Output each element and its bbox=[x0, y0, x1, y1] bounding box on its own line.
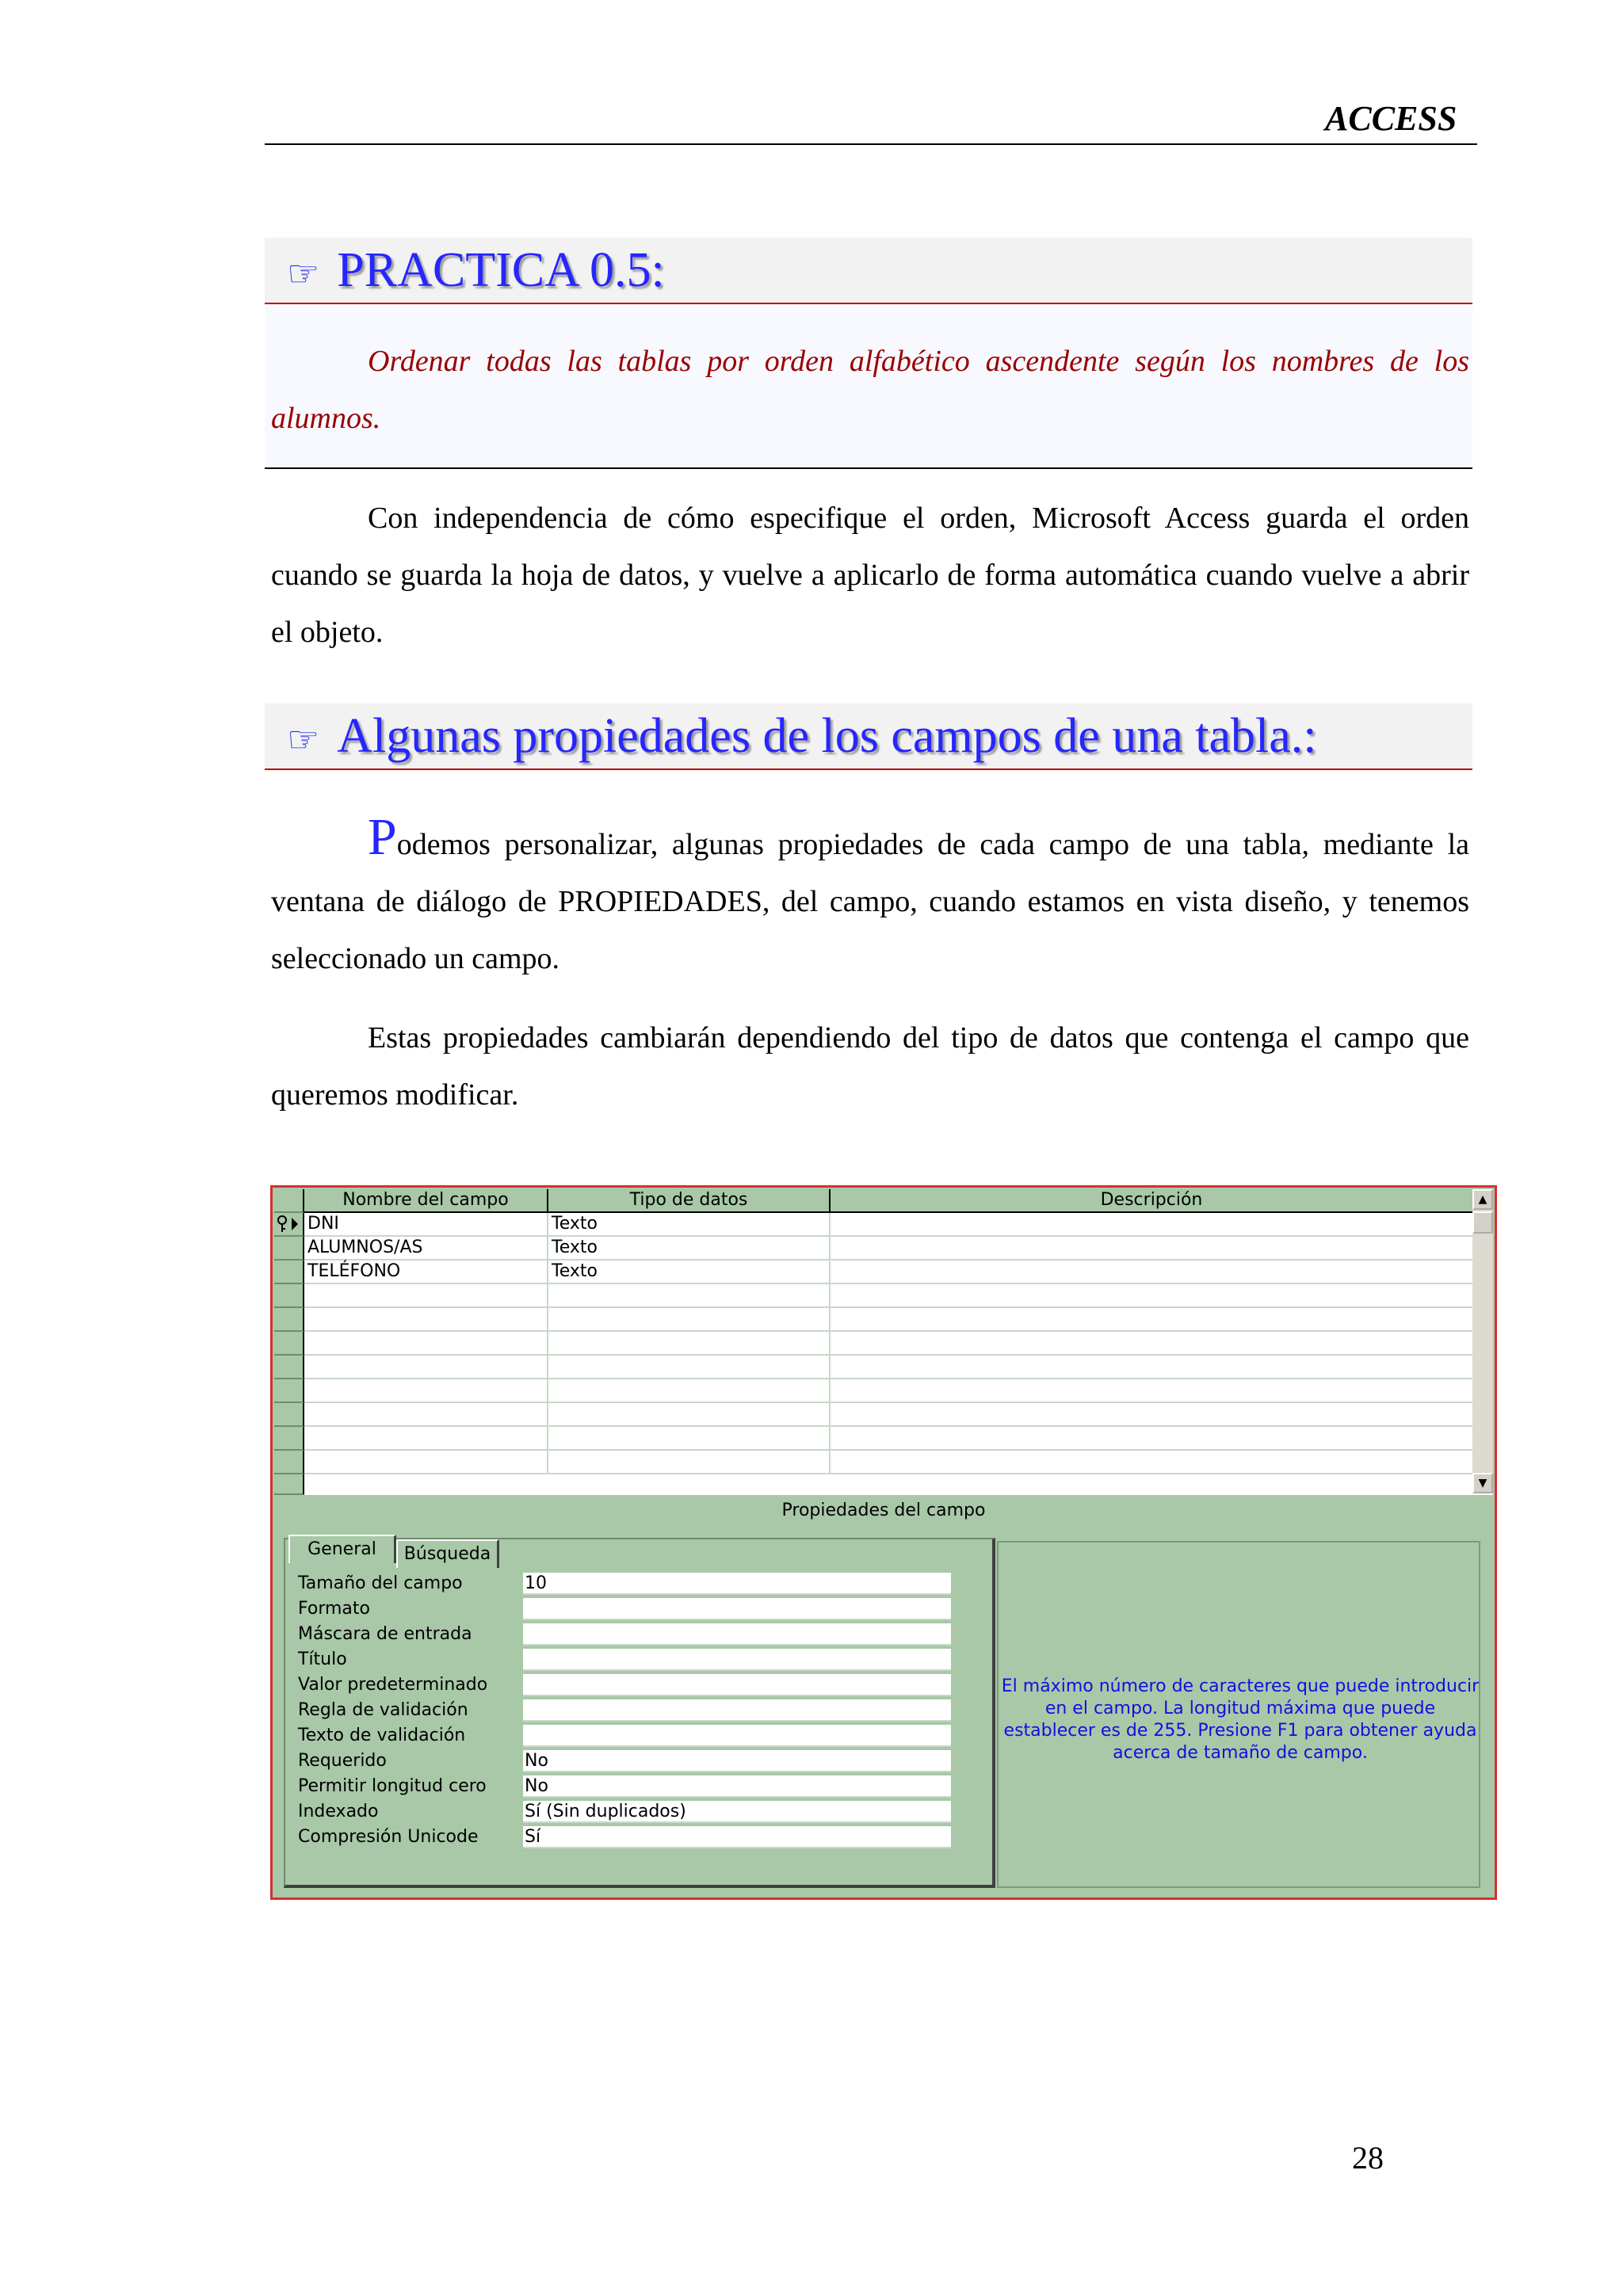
property-label: Requerido bbox=[298, 1751, 387, 1771]
row-selector[interactable] bbox=[274, 1261, 304, 1284]
property-label: Permitir longitud cero bbox=[298, 1776, 487, 1796]
row-selector[interactable] bbox=[274, 1308, 304, 1332]
data-type-cell[interactable] bbox=[548, 1356, 831, 1379]
row-selector[interactable] bbox=[274, 1237, 304, 1261]
section-heading-text: Algunas propiedades de los campos de una tabla.: bbox=[337, 709, 1317, 763]
property-label: Indexado bbox=[298, 1802, 379, 1821]
field-name-cell[interactable]: TELÉFONO bbox=[304, 1261, 548, 1284]
description-cell[interactable] bbox=[831, 1332, 1474, 1356]
header-rule bbox=[265, 143, 1477, 145]
property-value-default[interactable] bbox=[523, 1674, 951, 1696]
row-selector[interactable] bbox=[274, 1332, 304, 1356]
paragraph-properties-change bbox=[271, 1009, 1469, 1123]
section-heading-box-properties bbox=[265, 704, 1472, 770]
data-type-cell[interactable] bbox=[548, 1379, 831, 1403]
description-cell[interactable] bbox=[831, 1308, 1474, 1332]
row-selector[interactable] bbox=[274, 1427, 304, 1451]
property-value-unicode-compression[interactable]: Sí bbox=[523, 1826, 951, 1848]
primary-key-icon bbox=[274, 1213, 303, 1235]
column-header-data-type[interactable]: Tipo de datos bbox=[548, 1189, 831, 1213]
section-heading-text: PRACTICA 0.5: bbox=[337, 243, 665, 297]
row-selector[interactable] bbox=[274, 1284, 304, 1308]
property-value-validation-rule[interactable] bbox=[523, 1699, 951, 1722]
data-type-cell[interactable] bbox=[548, 1451, 831, 1474]
property-value-input-mask[interactable] bbox=[523, 1623, 951, 1646]
dropcap-letter: P bbox=[368, 808, 397, 866]
field-name-cell[interactable] bbox=[304, 1379, 548, 1403]
description-cell[interactable] bbox=[831, 1237, 1474, 1261]
property-value-allow-zero-length[interactable]: No bbox=[523, 1775, 951, 1798]
data-type-cell[interactable] bbox=[548, 1332, 831, 1356]
description-cell[interactable] bbox=[831, 1427, 1474, 1451]
field-name-cell[interactable]: ALUMNOS/AS bbox=[304, 1237, 548, 1261]
section-heading-box-practica bbox=[265, 238, 1472, 304]
description-cell[interactable] bbox=[831, 1284, 1474, 1308]
description-cell[interactable] bbox=[831, 1261, 1474, 1284]
property-value-field-size[interactable]: 10 bbox=[523, 1573, 951, 1595]
section-heading-properties bbox=[287, 704, 1316, 772]
paragraph-customize-properties bbox=[271, 808, 1469, 987]
scroll-down-icon[interactable]: ▼ bbox=[1472, 1473, 1493, 1493]
task-instruction bbox=[271, 333, 1469, 447]
paragraph-text: Con independencia de cómo especifique el orden, Microsoft Access guarda el orden cuando se guarda la hoja de datos, y vuelve a aplicarlo de forma automática cuando vuelve a abrir el objeto. bbox=[271, 502, 1469, 649]
field-name-cell[interactable] bbox=[304, 1356, 548, 1379]
grid-corner bbox=[274, 1189, 304, 1213]
property-value-required[interactable]: No bbox=[523, 1750, 951, 1772]
row-selector[interactable] bbox=[274, 1451, 304, 1474]
paragraph-order-saving bbox=[271, 490, 1469, 661]
field-design-grid bbox=[274, 1189, 1493, 1495]
field-name-cell[interactable] bbox=[304, 1427, 548, 1451]
task-text: Ordenar todas las tablas por orden alfabético ascendente según los nombres de los alumnos. bbox=[271, 345, 1469, 435]
pointing-hand-icon: ☞ bbox=[287, 252, 320, 295]
data-type-cell[interactable] bbox=[548, 1403, 831, 1427]
data-type-cell[interactable] bbox=[548, 1284, 831, 1308]
property-label: Máscara de entrada bbox=[298, 1624, 472, 1644]
column-header-description[interactable]: Descripción bbox=[831, 1189, 1474, 1213]
property-value-validation-text[interactable] bbox=[523, 1725, 951, 1747]
data-type-cell[interactable]: Texto bbox=[548, 1213, 831, 1237]
row-selector[interactable] bbox=[274, 1403, 304, 1427]
data-type-cell[interactable]: Texto bbox=[548, 1261, 831, 1284]
property-label: Formato bbox=[298, 1599, 370, 1619]
description-cell[interactable] bbox=[831, 1379, 1474, 1403]
field-name-cell[interactable] bbox=[304, 1308, 548, 1332]
data-type-cell[interactable] bbox=[548, 1427, 831, 1451]
data-type-cell[interactable]: Texto bbox=[548, 1237, 831, 1261]
property-value-indexed[interactable]: Sí (Sin duplicados) bbox=[523, 1801, 951, 1823]
property-label: Compresión Unicode bbox=[298, 1827, 479, 1847]
field-name-cell[interactable] bbox=[304, 1284, 548, 1308]
row-selector[interactable] bbox=[274, 1213, 304, 1237]
paragraph-text: Estas propiedades cambiarán dependiendo del tipo de datos que contenga el campo que queremos modificar. bbox=[271, 1021, 1469, 1112]
property-label: Regla de validación bbox=[298, 1700, 468, 1720]
running-header-title: ACCESS bbox=[1325, 99, 1457, 138]
description-cell[interactable] bbox=[831, 1451, 1474, 1474]
data-type-cell[interactable] bbox=[548, 1308, 831, 1332]
field-properties-title: Propiedades del campo bbox=[781, 1501, 986, 1520]
grid-vertical-scrollbar[interactable] bbox=[1472, 1189, 1493, 1493]
property-label: Tamaño del campo bbox=[298, 1573, 463, 1593]
scroll-up-icon[interactable]: ▲ bbox=[1472, 1189, 1493, 1210]
description-cell[interactable] bbox=[831, 1403, 1474, 1427]
page-number: 28 bbox=[1352, 2140, 1384, 2176]
row-selector[interactable] bbox=[274, 1379, 304, 1403]
description-cell[interactable] bbox=[831, 1356, 1474, 1379]
tab-general[interactable]: General bbox=[288, 1535, 396, 1563]
paragraph-text: odemos personalizar, algunas propiedades de cada campo de una tabla, mediante la ventana de diálogo de PROPIEDADES, del campo, cuando estamos en vista diseño, y tenemos seleccionado un campo. bbox=[271, 828, 1469, 975]
row-selector[interactable] bbox=[274, 1356, 304, 1379]
property-label: Valor predeterminado bbox=[298, 1675, 488, 1695]
field-name-cell[interactable] bbox=[304, 1332, 548, 1356]
pointing-hand-icon: ☞ bbox=[287, 718, 320, 761]
column-header-field-name[interactable]: Nombre del campo bbox=[304, 1189, 548, 1213]
section-heading-practica bbox=[287, 238, 665, 306]
property-value-format[interactable] bbox=[523, 1598, 951, 1620]
tab-busqueda[interactable]: Búsqueda bbox=[396, 1539, 499, 1568]
row-selector[interactable] bbox=[274, 1474, 304, 1495]
property-label: Título bbox=[298, 1650, 347, 1669]
description-cell[interactable] bbox=[831, 1213, 1474, 1237]
properties-pane bbox=[284, 1538, 995, 1888]
scroll-thumb[interactable] bbox=[1472, 1211, 1493, 1234]
property-label: Texto de validación bbox=[298, 1726, 466, 1745]
field-name-cell[interactable] bbox=[304, 1403, 548, 1427]
field-name-cell[interactable]: DNI bbox=[304, 1213, 548, 1237]
property-value-caption[interactable] bbox=[523, 1649, 951, 1671]
access-table-design-window bbox=[270, 1185, 1497, 1900]
help-pane bbox=[997, 1541, 1480, 1888]
field-name-cell[interactable] bbox=[304, 1451, 548, 1474]
help-text: El máximo número de caracteres que puede introducir en el campo. La longitud máxima que puede establecer es de 255. Presione F1 para obtener ayuda acerca de tamaño de campo. bbox=[1001, 1676, 1480, 1763]
